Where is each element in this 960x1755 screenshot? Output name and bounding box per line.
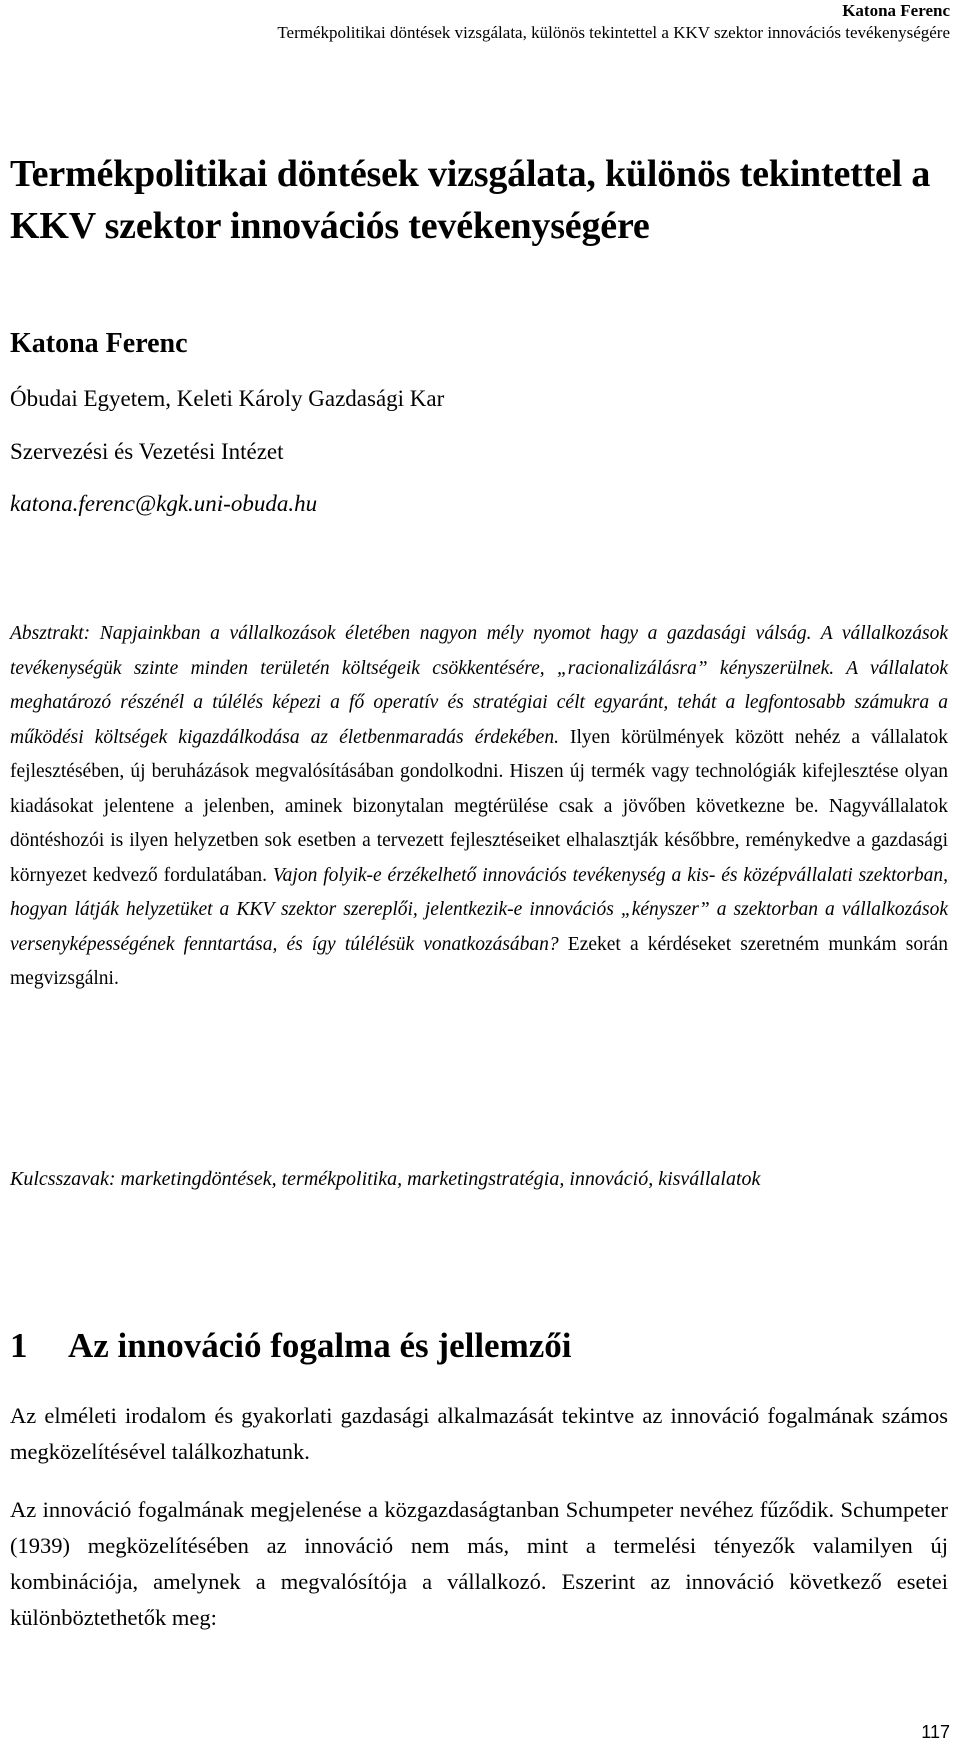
section-heading bbox=[10, 1324, 572, 1368]
running-head-author: Katona Ferenc bbox=[842, 1, 950, 20]
running-head bbox=[277, 0, 950, 44]
page-number: 117 bbox=[921, 1722, 950, 1742]
author-email: katona.ferenc@kgk.uni-obuda.hu bbox=[10, 491, 318, 516]
body-paragraph-1: Az elméleti irodalom és gyakorlati gazdasági alkalmazását tekintve az innováció fogalmának számos megközelítésével találkozhatunk. bbox=[10, 1403, 948, 1464]
abstract-body-1: Ilyen körülmények között nehéz a vállalatok fejlesztésében, új beruházások megvalósításában gondolkodni. Hiszen új termék vagy technológiák kifejlesztése olyan kiadásokat jelentene a jelenben, aminek bizonytalan megtérülése csak a jövőben következne be. Nagyvállalatok döntéshozói is ilyen helyzetben sok esetben a tervezett fejlesztéseiket elhalasztják későbbre, reménykedve a gazdasági környezet kedvező fordulatában. bbox=[10, 726, 949, 886]
section-title: Az innováció fogalma és jellemzői bbox=[68, 1326, 572, 1365]
paper-title: Termékpolitikai döntések vizsgálata, különös tekintettel a KKV szektor innovációs tevékenységére bbox=[10, 153, 931, 247]
abstract bbox=[10, 617, 948, 997]
author-department: Szervezési és Vezetési Intézet bbox=[10, 439, 284, 464]
abstract-body-2: Ezeket a kérdéseket szeretném munkám során megvizsgálni. bbox=[10, 933, 948, 989]
author-name: Katona Ferenc bbox=[10, 328, 188, 359]
running-head-title: Termékpolitikai döntések vizsgálata, különös tekintettel a KKV szektor innovációs tevékenységére bbox=[277, 23, 950, 42]
keywords: Kulcsszavak: marketingdöntések, termékpolitika, marketingstratégia, innováció, kisvállalatok bbox=[10, 1168, 761, 1190]
abstract-question: Vajon folyik-e érzékelhető innovációs tevékenység a kis- és középvállalati szektorban, hogyan látják helyzetüket a KKV szektor szereplői, jelentkezik-e innovációs „kényszer” a szektorban a vállalkozások versenyképességének fenntartása, és így túlélésük vonatkozásában? bbox=[10, 864, 948, 955]
abstract-intro: Absztrakt: Napjainkban a vállalkozások életében nagyon mély nyomot hagy a gazdasági válság. A vállalkozások tevékenységük szinte minden területén költségeik csökkentésére, „racionalizálásra” kényszerülnek. A vállalatok meghatározó részénél a túlélés képezi a fő operatív és stratégiai célt egyaránt, tehát a legfontosabb számukra a működési költségek kigazdálkodása az életbenmaradás érdekében. bbox=[10, 623, 948, 748]
author-institution: Óbudai Egyetem, Keleti Károly Gazdasági Kar bbox=[10, 386, 445, 411]
body-paragraph-2: Az innováció fogalmának megjelenése a közgazdaságtanban Schumpeter nevéhez fűződik. Schumpeter (1939) megközelítésében az innováció nem más, mint a termelési tényezők valamilyen új kombinációja, amelynek a megvalósítója a vállalkozó. Eszerint az innováció következő esetei különböztethetők meg: bbox=[10, 1497, 948, 1630]
section-number: 1 bbox=[10, 1326, 28, 1365]
